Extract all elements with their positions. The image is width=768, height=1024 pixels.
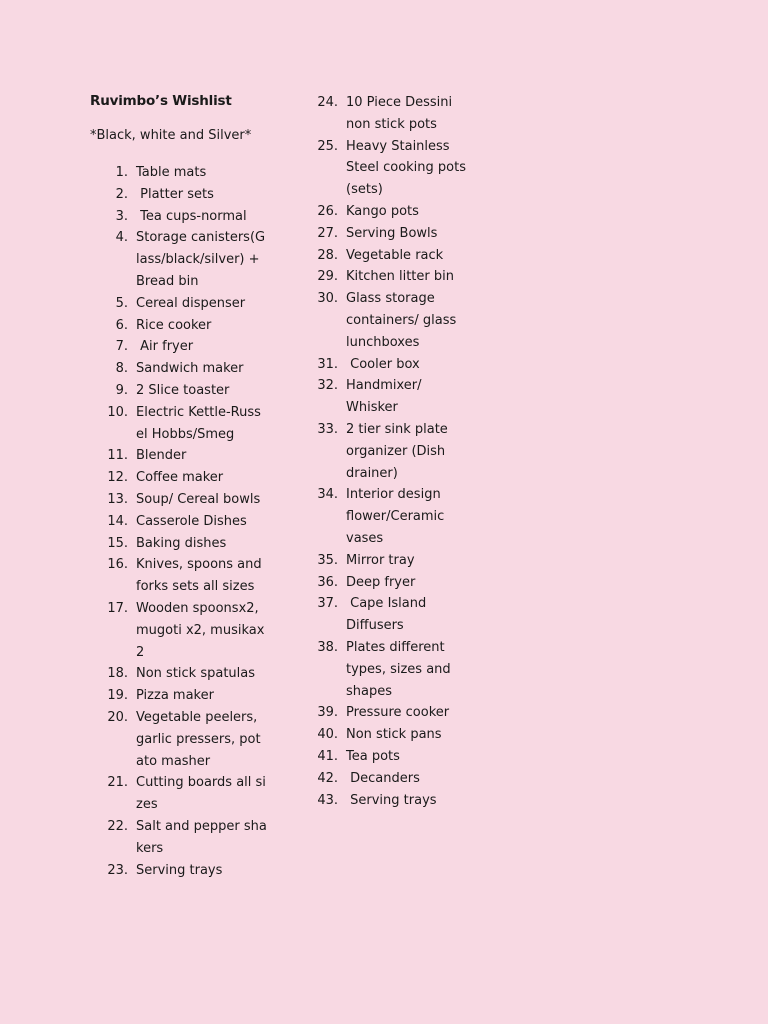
- list-item-text: Knives, spoons and forks sets all sizes: [136, 557, 266, 595]
- list-item-text: Salt and pepper shakers: [136, 818, 267, 856]
- list-item-text: Handmixer/ Whisker: [346, 378, 426, 416]
- list-item-text: Vegetable peelers, garlic pressers, potato masher: [136, 709, 262, 769]
- list-item-number: 17.: [107, 600, 128, 616]
- list-item-number: 29.: [317, 269, 338, 285]
- list-item-text: Soup/ Cereal bowls: [136, 491, 261, 507]
- list-item-text: Coffee maker: [136, 470, 224, 486]
- list-item-text: Cape Island Diffusers: [346, 596, 431, 634]
- list-item-text: 2 Slice toaster: [136, 382, 230, 398]
- list-item: [90, 598, 310, 663]
- list-item-number: 15.: [107, 535, 128, 551]
- list-item-number: 22.: [107, 818, 128, 834]
- list-item-text: Platter sets: [136, 186, 214, 202]
- list-item: [90, 467, 310, 489]
- list-item-text: Kitchen litter bin: [346, 269, 454, 285]
- list-item-text: 10 Piece Dessini non stick pots: [346, 95, 457, 132]
- list-item-text: Cooler box: [346, 356, 420, 372]
- list-item: [90, 663, 310, 685]
- list-item-text: Plates different types, sizes and shapes: [346, 639, 455, 699]
- list-item-text: Serving trays: [346, 792, 437, 808]
- list-item: [300, 266, 490, 288]
- list-item-number: 18.: [107, 666, 128, 682]
- list-item: [90, 685, 310, 707]
- list-item-number: 25.: [317, 138, 338, 154]
- list-item: [300, 136, 490, 201]
- wishlist-left-column: [90, 162, 310, 881]
- list-item-text: Casserole Dishes: [136, 513, 247, 529]
- list-item-text: Deep fryer: [346, 574, 416, 590]
- list-item: [300, 92, 490, 136]
- list-item-text: Tea cups-normal: [136, 208, 247, 224]
- list-item-text: Storage canisters(Glass/black/silver) + Bread bin: [136, 230, 266, 289]
- list-item: [90, 511, 310, 533]
- list-item-text: Interior design flower/Ceramic vases: [346, 487, 449, 546]
- list-item-number: 2.: [115, 186, 128, 202]
- list-item-number: 39.: [317, 705, 338, 721]
- list-item-number: 20.: [107, 709, 128, 725]
- list-item: [90, 860, 310, 882]
- list-item: [90, 162, 310, 184]
- list-item: [90, 707, 310, 772]
- list-item-text: 2 tier sink plate organizer (Dish drainer): [346, 421, 452, 481]
- list-item-number: 40.: [317, 727, 338, 743]
- list-item-number: 5.: [115, 295, 128, 311]
- list-item-number: 14.: [107, 513, 128, 529]
- list-item-text: Electric Kettle-Russel Hobbs/Smeg: [136, 404, 261, 442]
- color-note: *Black, white and Silver*: [90, 128, 252, 143]
- list-item-number: 36.: [317, 574, 338, 590]
- list-item: [300, 288, 490, 353]
- list-item-number: 3.: [115, 208, 128, 224]
- list-item: [300, 419, 490, 484]
- list-item: [300, 746, 490, 768]
- list-item: [90, 772, 310, 816]
- list-item-number: 16.: [107, 557, 128, 573]
- list-item: [90, 445, 310, 467]
- list-item-number: 27.: [317, 225, 338, 241]
- list-item: [90, 227, 310, 292]
- list-item-number: 31.: [317, 356, 338, 372]
- list-item-number: 41.: [317, 748, 338, 764]
- list-item-number: 28.: [317, 247, 338, 263]
- list-item: [300, 223, 490, 245]
- list-item-number: 12.: [107, 470, 128, 486]
- list-item-number: 26.: [317, 203, 338, 219]
- list-item-text: Decanders: [346, 770, 420, 786]
- list-item-number: 37.: [317, 596, 338, 612]
- list-item: [90, 489, 310, 511]
- list-item-text: Table mats: [136, 165, 207, 180]
- list-item-number: 4.: [115, 230, 128, 246]
- list-item-text: Serving Bowls: [346, 225, 438, 241]
- list-item: [90, 358, 310, 380]
- list-item-number: 35.: [317, 552, 338, 568]
- list-item-number: 42.: [317, 770, 338, 786]
- list-item-number: 13.: [107, 491, 128, 507]
- list-item-number: 7.: [115, 339, 128, 355]
- list-item-text: Pizza maker: [136, 688, 214, 704]
- list-item-number: 11.: [107, 448, 128, 464]
- list-item-number: 24.: [317, 95, 338, 110]
- list-item-number: 38.: [317, 639, 338, 655]
- list-item-text: Tea pots: [346, 748, 400, 764]
- list-item-number: 9.: [115, 382, 128, 398]
- list-item-text: Heavy Stainless Steel cooking pots (sets): [346, 138, 471, 198]
- list-item: [90, 380, 310, 402]
- list-item-number: 21.: [107, 775, 128, 791]
- list-item: [300, 637, 490, 702]
- list-item-text: Cutting boards all sizes: [136, 775, 266, 813]
- list-item-text: Air fryer: [136, 339, 194, 355]
- list-item-number: 10.: [107, 404, 128, 420]
- list-item: [90, 336, 310, 358]
- list-item-number: 33.: [317, 421, 338, 437]
- list-item-text: Non stick pans: [346, 727, 442, 743]
- list-item-text: Serving trays: [136, 862, 223, 878]
- list-item: [90, 315, 310, 337]
- list-item-number: 30.: [317, 291, 338, 307]
- list-item-text: Vegetable rack: [346, 247, 444, 263]
- list-item: [300, 550, 490, 572]
- list-item-text: Pressure cooker: [346, 705, 450, 721]
- list-item: [300, 724, 490, 746]
- list-item-text: Cereal dispenser: [136, 295, 246, 311]
- list-item: [300, 593, 490, 637]
- list-item: [300, 768, 490, 790]
- list-item: [300, 790, 490, 812]
- list-item-text: Non stick spatulas: [136, 666, 256, 682]
- list-item-number: 43.: [317, 792, 338, 808]
- list-item-text: Glass storage containers/ glass lunchboxes: [346, 291, 461, 350]
- list-item: [90, 293, 310, 315]
- list-item: [300, 201, 490, 223]
- list-item: [90, 816, 310, 860]
- list-item: [300, 354, 490, 376]
- list-item: [90, 206, 310, 228]
- list-item-text: Sandwich maker: [136, 361, 244, 377]
- list-item-text: Mirror tray: [346, 552, 415, 568]
- list-item: [90, 184, 310, 206]
- list-item: [300, 572, 490, 594]
- list-item: [300, 245, 490, 267]
- list-item: [300, 702, 490, 724]
- list-item: [90, 554, 310, 598]
- wishlist-right-column: [300, 92, 490, 811]
- list-item: [90, 402, 310, 446]
- list-item: [300, 375, 490, 419]
- list-item-number: 19.: [107, 688, 128, 704]
- list-item-text: Kango pots: [346, 203, 419, 219]
- list-item-number: 6.: [115, 317, 128, 333]
- list-item-text: Rice cooker: [136, 317, 212, 333]
- list-item: [300, 484, 490, 549]
- list-item-text: Wooden spoonsx2, mugoti x2, musikax2: [136, 600, 265, 660]
- list-item-number: 23.: [107, 862, 128, 878]
- list-item-number: 32.: [317, 378, 338, 394]
- list-item: [90, 533, 310, 555]
- list-item-number: 8.: [115, 361, 128, 377]
- list-item-text: Blender: [136, 448, 187, 464]
- list-item-number: 1.: [115, 165, 128, 180]
- page-title: Ruvimbo’s Wishlist: [90, 93, 232, 109]
- list-item-number: 34.: [317, 487, 338, 503]
- list-item-text: Baking dishes: [136, 535, 227, 551]
